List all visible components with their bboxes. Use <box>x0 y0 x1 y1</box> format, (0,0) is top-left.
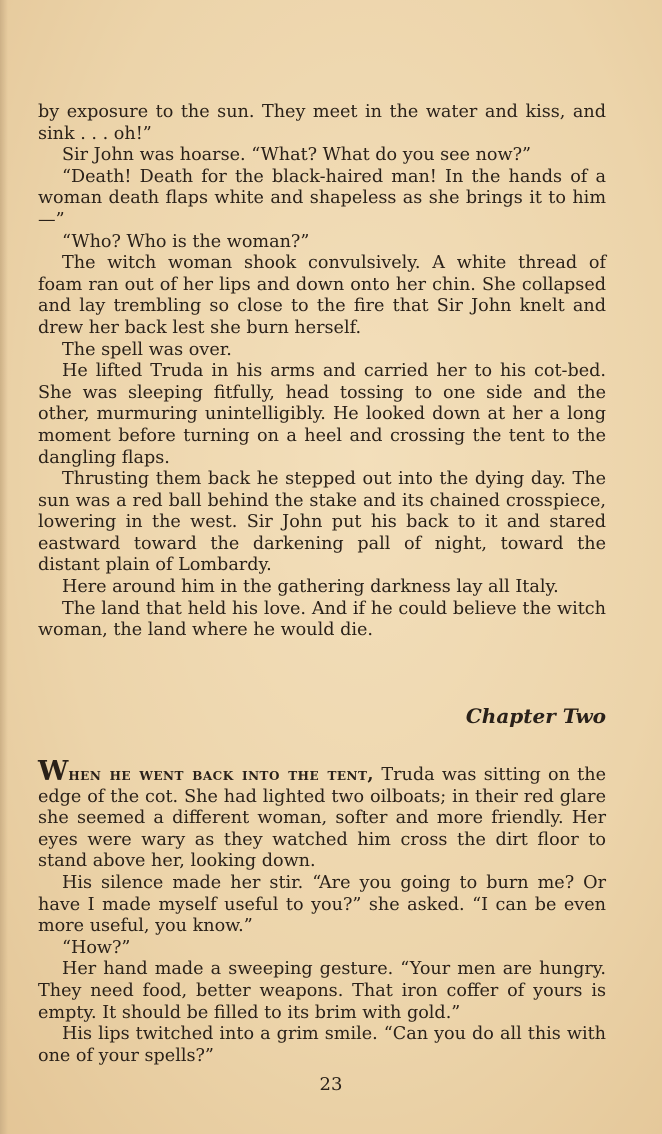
drop-cap: W <box>38 756 69 787</box>
body-text-before-chapter <box>38 102 606 642</box>
page-binding-edge <box>0 0 8 1134</box>
opening-text: Truda was sitting on the edge of the cot. She had lighted two oilboats; in their red glare she seemed a different woman, softer and more friendly. Her eyes were wary as they watched him cross the dirt floor to stand above her, looking down. <box>38 765 607 872</box>
chapter-title: Chapter Two <box>465 704 606 728</box>
paragraph: The spell was over. <box>62 339 232 360</box>
paragraph: His lips twitched into a grim smile. “Can you do all this with one of your spells?” <box>38 1024 606 1066</box>
paragraph: He lifted Truda in his arms and carried her to his cot-bed. She was sleeping fitfully, head tossing to one side and the other, murmuring unintelligibly. He looked down at her a long moment before turning on a heel and crossing the tent to the dangling flaps. <box>38 361 606 468</box>
paragraph: Thrusting them back he stepped out into the dying day. The sun was a red ball behind the stake and its chained crosspiece, lowering in the west. Sir John put his back to it and stared eastward toward the darkening pall of night, toward the distant plain of Lombardy. <box>38 469 606 576</box>
paragraph: The land that held his love. And if he could believe the witch woman, the land where he would die. <box>38 598 606 641</box>
small-caps-lead: hen he went back into the tent, <box>68 764 375 785</box>
paragraph: His silence made her stir. “Are you going to burn me? Or have I made myself useful to you?” she asked. “I can be even more useful, you know.” <box>38 872 606 937</box>
paragraph: Here around him in the gathering darkness lay all Italy. <box>62 577 559 598</box>
page-number: 23 <box>319 1074 343 1095</box>
paragraph: Sir John was hoarse. “What? What do you see now?” <box>62 145 532 166</box>
chapter-opening-paragraph <box>38 756 607 873</box>
paragraph: Her hand made a sweeping gesture. “Your men are hungry. They need food, better weapons. That iron coffer of yours is empty. It should be filled to its brim with gold.” <box>38 959 606 1023</box>
paragraph: by exposure to the sun. They meet in the water and kiss, and sink . . . oh!” <box>38 102 606 144</box>
paragraph: “Who? Who is the woman?” <box>62 231 310 252</box>
paragraph: “How?” <box>62 937 131 958</box>
body-text-chapter-two <box>38 756 607 1067</box>
paragraph: “Death! Death for the black-haired man! In the hands of a woman death flaps white and shapeless as she brings it to him—” <box>38 166 606 230</box>
paragraph: The witch woman shook convulsively. A white thread of foam ran out of her lips and down onto her chin. She collapsed and lay trembling so close to the fire that Sir John knelt and drew her back lest she burn herself. <box>38 253 606 338</box>
